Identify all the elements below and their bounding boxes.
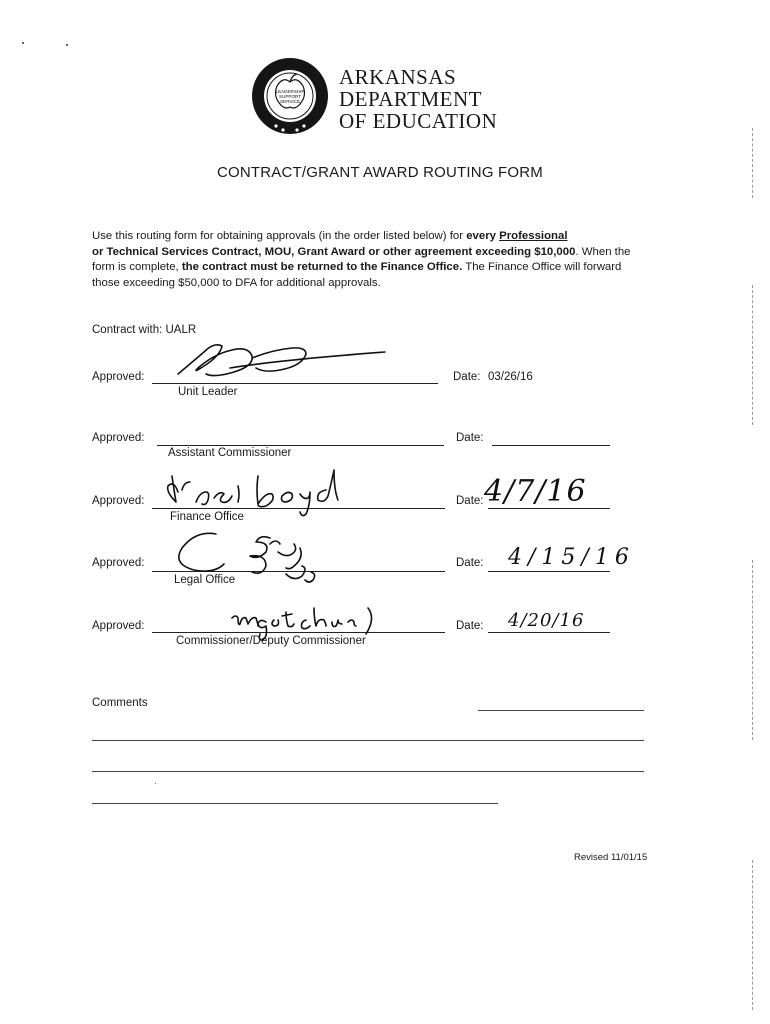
- intro-text-return: the contract must be returned to the Finance Office.: [181, 261, 463, 274]
- approval-3-signature: [158, 468, 358, 520]
- svg-text:SERVICE: SERVICE: [279, 99, 301, 104]
- approval-4-label: Approved:: [92, 557, 145, 569]
- approval-1-signature: [170, 328, 390, 388]
- approval-4-date-value: 4/15/16: [508, 545, 635, 570]
- org-name-line2: DEPARTMENT: [339, 87, 482, 111]
- approval-2-label: Approved:: [92, 432, 145, 444]
- approval-3-role: Finance Office: [170, 511, 244, 523]
- approval-2-signature-line: [157, 445, 444, 446]
- svg-text:LEADERSHIP: LEADERSHIP: [275, 89, 305, 94]
- intro-text-every: every: [466, 230, 500, 242]
- comments-label: Comments: [92, 697, 148, 709]
- contract-with: Contract with: UALR: [92, 324, 197, 336]
- approval-1-role: Unit Leader: [178, 386, 238, 398]
- instructions-paragraph: [92, 229, 652, 291]
- svg-text:SUPPORT: SUPPORT: [278, 94, 302, 99]
- comments-line-2: [92, 740, 644, 741]
- ade-seal-logo: [250, 56, 330, 136]
- approval-3-date-line: [488, 508, 610, 509]
- intro-text-scope: or Technical Services Contract, MOU, Grant Award or other agreement exceeding $10,000: [92, 245, 576, 258]
- scan-speck: [155, 783, 156, 784]
- approval-4-role: Legal Office: [174, 574, 236, 586]
- approval-3-date-label: Date:: [456, 495, 484, 507]
- scan-edge-mark: [752, 128, 754, 198]
- org-name-line3: OF EDUCATION: [339, 109, 498, 133]
- intro-text-professional: Professional: [499, 230, 568, 242]
- scan-edge-mark: [752, 285, 754, 425]
- comments-line-3: [92, 771, 644, 772]
- approval-5-signature: [222, 604, 382, 644]
- approval-5-date-line: [488, 632, 610, 633]
- approval-5-label: Approved:: [92, 620, 145, 632]
- scan-edge-mark: [752, 560, 754, 740]
- approval-5-date-label: Date:: [456, 620, 484, 632]
- approval-4-date-label: Date:: [456, 557, 484, 569]
- approval-3-label: Approved:: [92, 495, 145, 507]
- approval-4-signature: [160, 524, 380, 604]
- approval-1-label: Approved:: [92, 371, 145, 383]
- scan-edge-mark: [752, 860, 754, 1010]
- approval-1-date-value: 03/26/16: [488, 371, 533, 383]
- intro-text-complete: . When the form is complete,: [92, 245, 631, 274]
- intro-text-1: Use this routing form for obtaining approvals (in the order listed below) for: [92, 230, 467, 242]
- approval-3-date-value: 4/7/16: [484, 474, 587, 509]
- intro-text-dfa: The Finance Office will forward those exceeding $50,000 to DFA for additional approvals.: [92, 261, 622, 289]
- approval-2-role: Assistant Commissioner: [168, 447, 292, 459]
- approval-5-role: Commissioner/Deputy Commissioner: [176, 635, 366, 647]
- form-title: CONTRACT/GRANT AWARD ROUTING FORM: [216, 164, 544, 181]
- scan-speck: [22, 42, 24, 44]
- approval-2-date-label: Date:: [456, 432, 484, 444]
- approval-4-date-line: [488, 571, 610, 572]
- comments-line-4: [92, 803, 498, 804]
- org-name-line1: ARKANSAS: [339, 65, 457, 89]
- approval-5-date-value: 4/20/16: [508, 610, 585, 631]
- scan-speck: [66, 44, 68, 46]
- revised-date: Revised 11/01/15: [574, 852, 648, 863]
- approval-2-date-line: [492, 445, 610, 446]
- comments-line-1: [478, 710, 644, 711]
- approval-1-date-label: Date:: [453, 371, 481, 383]
